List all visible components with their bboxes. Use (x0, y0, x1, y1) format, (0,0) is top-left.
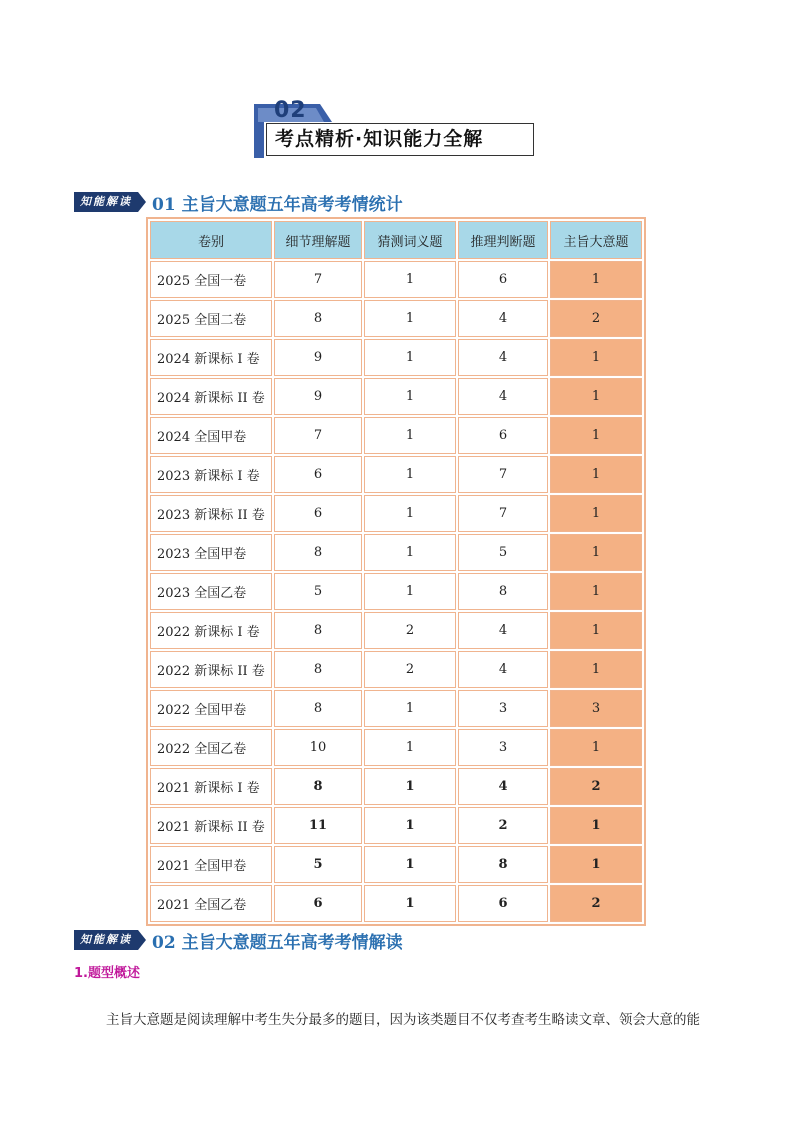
paragraph: 主旨大意题是阅读理解中考生失分最多的题目，因为该类题目不仅考查考生略读文章、领会大意的能 (106, 1012, 700, 1028)
count-cell: 1 (550, 339, 642, 376)
count-cell: 6 (458, 417, 548, 454)
table-row (150, 300, 642, 337)
header-cell: 推理判断题 (458, 221, 548, 259)
stats-table (146, 217, 646, 926)
count-cell: 1 (364, 261, 456, 298)
table-row (150, 885, 642, 922)
count-cell: 8 (274, 768, 362, 805)
count-cell: 4 (458, 768, 548, 805)
count-cell: 4 (458, 612, 548, 649)
section-1-tag: 知能解读 (74, 192, 138, 212)
table-row (150, 768, 642, 805)
count-cell: 7 (274, 261, 362, 298)
section-2-heading (74, 929, 403, 951)
table-row (150, 417, 642, 454)
table-row (150, 651, 642, 688)
banner-number: 02 (274, 98, 307, 123)
count-cell: 4 (458, 651, 548, 688)
exam-name-cell: 2024 新课标 II 卷 (150, 378, 272, 415)
count-cell: 10 (274, 729, 362, 766)
count-cell: 7 (458, 495, 548, 532)
table-row (150, 456, 642, 493)
count-cell: 2 (550, 885, 642, 922)
count-cell: 1 (364, 573, 456, 610)
table-row (150, 729, 642, 766)
count-cell: 1 (550, 261, 642, 298)
count-cell: 1 (364, 456, 456, 493)
banner-number-tab (254, 100, 332, 124)
count-cell: 1 (550, 417, 642, 454)
count-cell: 1 (550, 534, 642, 571)
table-row (150, 534, 642, 571)
exam-name-cell: 2023 全国甲卷 (150, 534, 272, 571)
count-cell: 9 (274, 378, 362, 415)
section-banner (254, 100, 538, 160)
count-cell: 9 (274, 339, 362, 376)
count-cell: 2 (550, 768, 642, 805)
section-2-title: 02 主旨大意题五年高考考情解读 (152, 932, 403, 953)
count-cell: 1 (550, 651, 642, 688)
table-row (150, 495, 642, 532)
count-cell: 6 (458, 885, 548, 922)
count-cell: 1 (364, 846, 456, 883)
count-cell: 6 (274, 456, 362, 493)
count-cell: 1 (364, 729, 456, 766)
count-cell: 1 (364, 807, 456, 844)
table-row (150, 690, 642, 727)
count-cell: 1 (550, 729, 642, 766)
count-cell: 1 (550, 612, 642, 649)
exam-name-cell: 2022 全国乙卷 (150, 729, 272, 766)
count-cell: 5 (274, 846, 362, 883)
table-row (150, 261, 642, 298)
count-cell: 7 (458, 456, 548, 493)
count-cell: 8 (274, 690, 362, 727)
subheading: 1.题型概述 (74, 966, 140, 981)
section-2-tag: 知能解读 (74, 930, 138, 950)
count-cell: 1 (550, 456, 642, 493)
section-1-heading (74, 191, 403, 213)
section-1-title: 01 主旨大意题五年高考考情统计 (152, 194, 403, 215)
count-cell: 1 (364, 768, 456, 805)
count-cell: 4 (458, 339, 548, 376)
count-cell: 7 (274, 417, 362, 454)
header-cell: 细节理解题 (274, 221, 362, 259)
count-cell: 6 (274, 495, 362, 532)
exam-name-cell: 2021 新课标 II 卷 (150, 807, 272, 844)
count-cell: 1 (364, 690, 456, 727)
header-cell: 卷别 (150, 221, 272, 259)
count-cell: 2 (364, 651, 456, 688)
count-cell: 1 (364, 378, 456, 415)
count-cell: 5 (274, 573, 362, 610)
count-cell: 1 (364, 417, 456, 454)
count-cell: 1 (550, 807, 642, 844)
table-header-row (150, 221, 642, 259)
header-cell: 主旨大意题 (550, 221, 642, 259)
table-row (150, 378, 642, 415)
table-row (150, 573, 642, 610)
count-cell: 1 (364, 339, 456, 376)
count-cell: 8 (458, 846, 548, 883)
count-cell: 8 (274, 534, 362, 571)
count-cell: 1 (364, 495, 456, 532)
count-cell: 3 (458, 690, 548, 727)
count-cell: 8 (458, 573, 548, 610)
exam-name-cell: 2023 新课标 II 卷 (150, 495, 272, 532)
count-cell: 3 (458, 729, 548, 766)
exam-name-cell: 2023 新课标 I 卷 (150, 456, 272, 493)
count-cell: 2 (364, 612, 456, 649)
table-row (150, 807, 642, 844)
count-cell: 1 (550, 846, 642, 883)
exam-name-cell: 2022 新课标 I 卷 (150, 612, 272, 649)
count-cell: 4 (458, 378, 548, 415)
count-cell: 8 (274, 651, 362, 688)
count-cell: 1 (364, 300, 456, 337)
table-row (150, 339, 642, 376)
count-cell: 8 (274, 612, 362, 649)
exam-name-cell: 2023 全国乙卷 (150, 573, 272, 610)
count-cell: 1 (550, 378, 642, 415)
banner-bar (254, 122, 264, 158)
exam-name-cell: 2022 新课标 II 卷 (150, 651, 272, 688)
table-row (150, 612, 642, 649)
exam-name-cell: 2021 全国甲卷 (150, 846, 272, 883)
count-cell: 6 (458, 261, 548, 298)
count-cell: 6 (274, 885, 362, 922)
exam-name-cell: 2021 新课标 I 卷 (150, 768, 272, 805)
exam-name-cell: 2022 全国甲卷 (150, 690, 272, 727)
count-cell: 8 (274, 300, 362, 337)
count-cell: 1 (364, 534, 456, 571)
count-cell: 2 (458, 807, 548, 844)
count-cell: 1 (364, 885, 456, 922)
count-cell: 11 (274, 807, 362, 844)
count-cell: 1 (550, 495, 642, 532)
exam-name-cell: 2025 全国一卷 (150, 261, 272, 298)
count-cell: 4 (458, 300, 548, 337)
table-row (150, 846, 642, 883)
count-cell: 5 (458, 534, 548, 571)
header-cell: 猜测词义题 (364, 221, 456, 259)
count-cell: 2 (550, 300, 642, 337)
count-cell: 1 (550, 573, 642, 610)
exam-name-cell: 2024 全国甲卷 (150, 417, 272, 454)
count-cell: 3 (550, 690, 642, 727)
exam-name-cell: 2025 全国二卷 (150, 300, 272, 337)
exam-name-cell: 2021 全国乙卷 (150, 885, 272, 922)
banner-title: 考点精析·知识能力全解 (266, 123, 534, 156)
exam-name-cell: 2024 新课标 I 卷 (150, 339, 272, 376)
